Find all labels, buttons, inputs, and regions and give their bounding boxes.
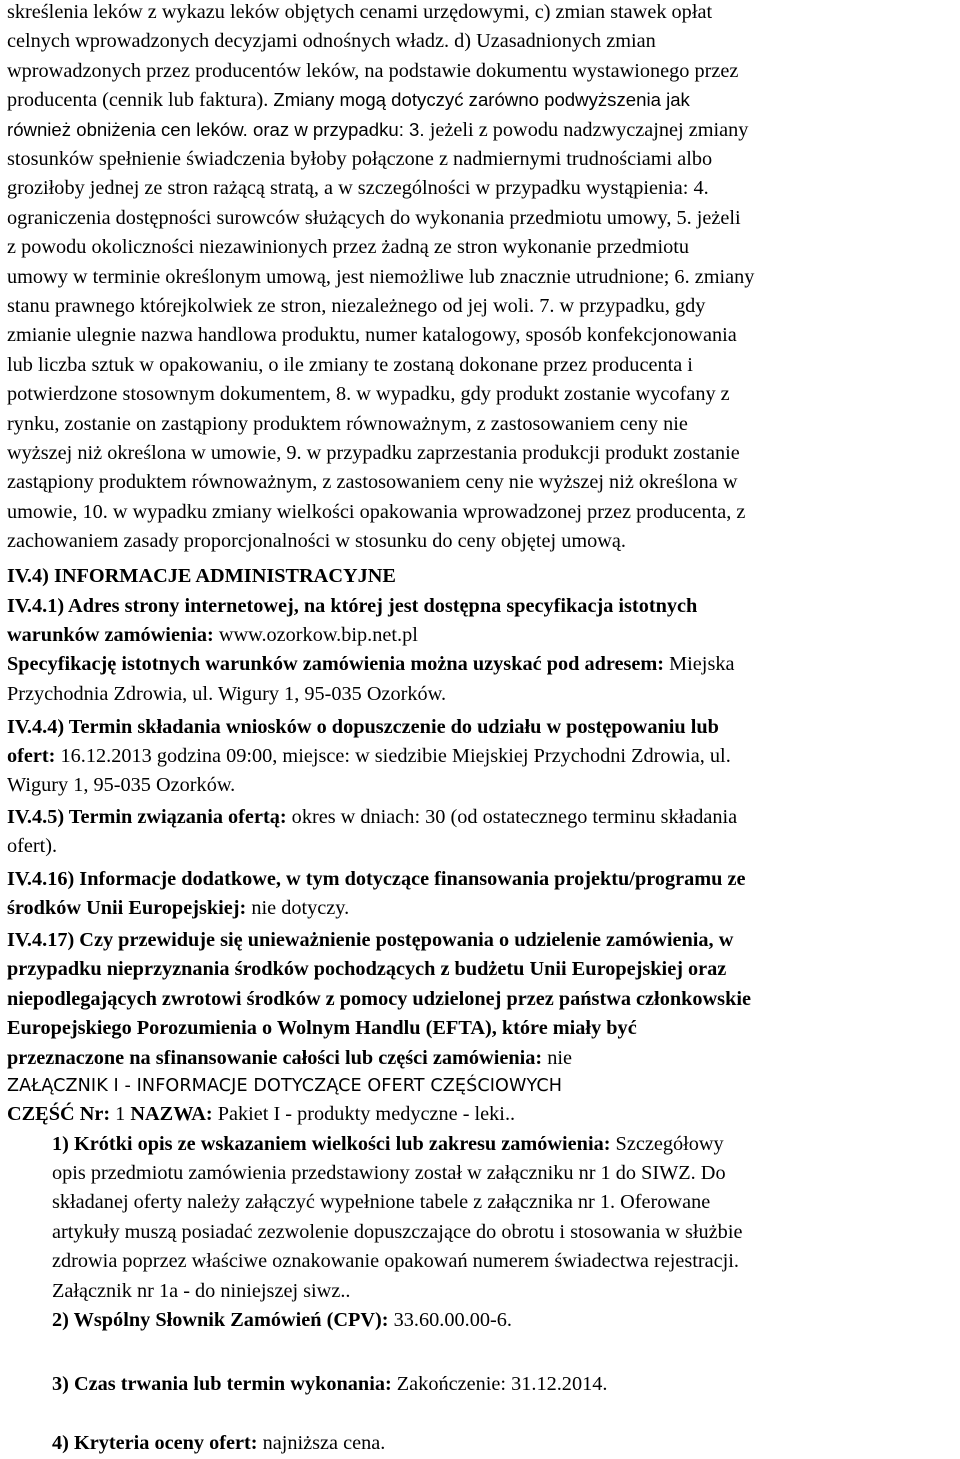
text-line: rynku, zostanie on zastąpiony produktem równoważnym, z zastosowaniem ceny nie: [7, 412, 688, 435]
text-line: Europejskiego Porozumienia o Wolnym Handlu (EFTA), które miały być: [7, 1017, 637, 1040]
text-line: ofert: 16.12.2013 godzina 09:00, miejsce: w siedzibie Miejskiej Przychodni Zdrowia, ul.: [7, 744, 731, 767]
text-line: ofert).: [7, 835, 58, 858]
text-line: producenta (cennik lub faktura). Zmiany mogą dotyczyć zarówno podwyższenia jak: [7, 89, 690, 112]
text-line: Załącznik nr 1a - do niniejszej siwz..: [52, 1279, 351, 1302]
text-line: Przychodnia Zdrowia, ul. Wigury 1, 95-035 Ozorków.: [7, 682, 447, 705]
section-heading: IV.4) INFORMACJE ADMINISTRACYJNE: [7, 565, 396, 587]
text-line: przeznaczone na sfinansowanie całości lub części zamówienia: nie: [7, 1046, 572, 1069]
text-line: zachowaniem zasady proporcjonalności w stosunku do ceny objętej umową.: [7, 530, 626, 553]
text-line: artykuły muszą posiadać zezwolenie dopuszczające do obrotu i stosowania w służbie: [52, 1220, 743, 1243]
text-line: również obniżenia cen leków. oraz w przypadku: 3. jeżeli z powodu nadzwyczajnej zmiany: [7, 118, 749, 141]
section-heading: IV.4.4) Termin składania wniosków o dopuszczenie do udziału w postępowaniu lub: [7, 715, 719, 738]
text-line: przypadku nieprzyznania środków pochodzących z budżetu Unii Europejskiej oraz: [7, 958, 727, 981]
text-line: CZĘŚĆ Nr: 1 NAZWA: Pakiet I - produkty medyczne - leki..: [7, 1103, 516, 1125]
text-line: Wigury 1, 95-035 Ozorków.: [7, 774, 236, 797]
section-heading: IV.4.1) Adres strony internetowej, na której jest dostępna specyfikacja istotnych: [7, 594, 698, 617]
text-line: umowy w terminie określonym umową, jest niemożliwe lub znacznie utrudnione; 6. zmiany: [7, 265, 755, 288]
text-line: wyższej niż określona w umowie, 9. w przypadku zaprzestania produkcji produkt zostanie: [7, 442, 740, 464]
annex-title: ZAŁĄCZNIK I - INFORMACJE DOTYCZĄCE OFERT CZĘŚCIOWYCH: [7, 1076, 563, 1096]
section-heading: IV.4.16) Informacje dodatkowe, w tym dotyczące finansowania projektu/programu ze: [7, 868, 746, 890]
text-line: zdrowia poprzez właściwe oznakowanie opakowań numerem świadectwa rejestracji.: [52, 1250, 740, 1273]
text-line: składanej oferty należy załączyć wypełnione tabele z załącznika nr 1. Oferowane: [52, 1191, 711, 1214]
text-line: ograniczenia dostępności surowców służących do wykonania przedmiotu umowy, 5. jeżeli: [7, 206, 741, 229]
text-line: Specyfikację istotnych warunków zamówienia można uzyskać pod adresem: Miejska: [7, 653, 735, 676]
text-line: stosunków spełnienie świadczenia byłoby połączone z nadmiernymi trudnościami albo: [7, 148, 713, 170]
text-line: niepodlegających zwrotowi środków z pomocy udzielonej przez państwa członkowskie: [7, 987, 751, 1010]
text-line: celnych wprowadzonych decyzjami odnośnych władz. d) Uzasadnionych zmian: [7, 30, 656, 53]
text-line: z powodu okoliczności niezawinionych przez żadną ze stron wykonanie przedmiotu: [7, 236, 689, 259]
text-line: zmianie ulegnie nazwa handlowa produktu, numer katalogowy, sposób konfekcjonowania: [7, 324, 737, 347]
text-line: warunków zamówienia: www.ozorkow.bip.net.pl: [7, 623, 418, 646]
text-line: 2) Wspólny Słownik Zamówień (CPV): 33.60.00.00-6.: [52, 1309, 512, 1331]
text-line: zastąpiony produktem równoważnym, z zastosowaniem ceny nie wyższej niż określona w: [7, 471, 738, 494]
text-line: umowie, 10. w wypadku zmiany wielkości opakowania wprowadzonej przez producenta, z: [7, 500, 746, 523]
text-line: środków Unii Europejskiej: nie dotyczy.: [7, 897, 350, 920]
text-line: wprowadzonych przez producentów leków, na podstawie dokumentu wystawionego przez: [7, 59, 739, 82]
website-link[interactable]: www.ozorkow.bip.net.pl: [218, 623, 418, 646]
text-line: skreślenia leków z wykazu leków objętych cenami urzędowymi, c) zmian stawek opłat: [7, 1, 713, 23]
text-line: lub liczba sztuk w opakowaniu, o ile zmiany te zostaną dokonane przez producenta i: [7, 353, 693, 376]
text-line: 4) Kryteria oceny ofert: najniższa cena.: [52, 1432, 386, 1454]
section-heading: IV.4.17) Czy przewiduje się unieważnienie postępowania o udzielenie zamówienia, w: [7, 929, 734, 951]
text-line: stanu prawnego którejkolwiek ze stron, niezależnego od jej woli. 7. w przypadku, gdy: [7, 295, 706, 317]
text-line: opis przedmiotu zamówienia przedstawiony został w załączniku nr 1 do SIWZ. Do: [52, 1161, 726, 1184]
text-line: groziłoby jednej ze stron rażącą stratą, a w szczególności w przypadku wystąpienia: 4.: [7, 177, 709, 200]
text-line: 1) Krótki opis ze wskazaniem wielkości lub zakresu zamówienia: Szczegółowy: [52, 1132, 724, 1155]
text-line: potwierdzone stosownym dokumentem, 8. w wypadku, gdy produkt zostanie wycofany z: [7, 383, 730, 406]
text-line: IV.4.5) Termin związania ofertą: okres w dniach: 30 (od ostatecznego terminu składania: [7, 806, 738, 828]
text-line: 3) Czas trwania lub termin wykonania: Zakończenie: 31.12.2014.: [52, 1373, 608, 1395]
